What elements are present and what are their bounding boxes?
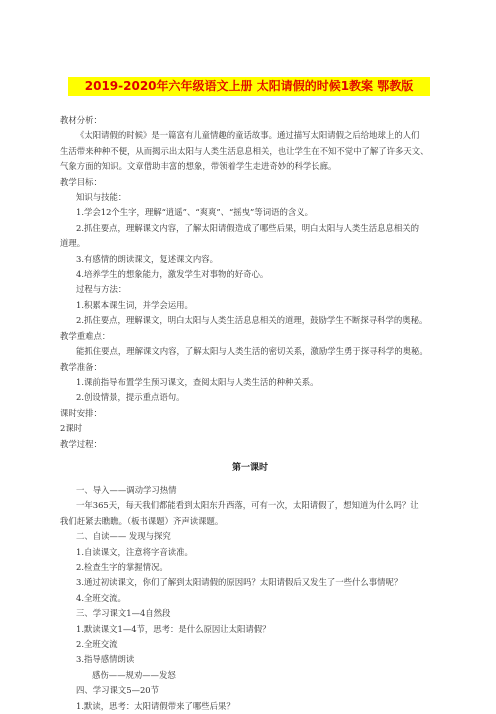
heading-key-points: 教学重难点： — [60, 330, 111, 341]
list-item: 感伤——规劝——发怒 — [92, 669, 176, 680]
list-item: 1.默读课文1—4节，思考：是什么原因让太阳请假？ — [76, 623, 271, 634]
list-item: 2.全班交流 — [76, 639, 118, 649]
list-item: 1.课前指导布置学生预习课文，查阅太阳与人类生活的种种关系。 — [76, 376, 319, 387]
paragraph-line: 能抓住要点，理解课文内容，了解太阳与人类生活的密切关系，激励学生勇于探寻科学的奥秘。 — [76, 346, 428, 357]
list-item: 4.全班交流。 — [76, 592, 126, 603]
paragraph-line: 生活带来种种不便，从而揭示出太阳与人类生活息息相关，也让学生在不知不觉中了解了许多天文、 — [60, 145, 429, 156]
subheading: 知识与技能： — [76, 192, 127, 203]
list-item: 1.自读课文，注意将字音读准。 — [76, 546, 193, 557]
paragraph-line: 气象方面的知识。文章借助丰富的想象，带领着学生走进奇妙的科学长廊。 — [60, 161, 337, 172]
heading-analysis: 教材分析： — [60, 115, 102, 125]
heading-preparation: 教学准备： — [60, 361, 102, 372]
step-heading: 四、学习课文5—20节 — [76, 685, 159, 696]
list-item: 1.积累本课生词，并学会运用。 — [76, 299, 193, 310]
section-title: 第一课时 — [231, 462, 268, 473]
paragraph-line: 2课时 — [60, 423, 83, 434]
list-item: 3.通过初读课文，你们了解到太阳请假的原因吗？太阳请假后又发生了一些什么事情呢？ — [76, 577, 403, 588]
list-item: 1.学会12个生字，理解“逍遥”、“爽爽”、“摇曳”等词语的含义。 — [76, 207, 313, 218]
subheading: 过程与方法： — [76, 284, 127, 295]
paragraph-line: 《太阳请假的时候》是一篇富有儿童情趣的童话故事。通过描写太阳请假之后给地球上的人们 — [76, 130, 420, 141]
list-item: 4.培养学生的想象能力，激发学生对事物的好奇心。 — [76, 269, 269, 280]
document-body — [60, 113, 440, 714]
heading-process: 教学过程： — [60, 438, 102, 449]
list-item: 1.默读，思考：太阳请假带来了哪些后果？ — [76, 700, 235, 711]
list-item: 2.抓住要点，理解课文内容，了解太阳请假造成了哪些后果，明白太阳与人类生活息息相关的 — [76, 222, 419, 233]
list-item: 2.检查生字的掌握情况。 — [76, 561, 168, 572]
list-item: 2.创设情景，提示重点语句。 — [76, 392, 185, 403]
step-heading: 一、导入——调动学习热情 — [76, 484, 177, 495]
list-item: 3.有感情的朗读课文，复述课文内容。 — [76, 253, 218, 264]
step-heading: 二、自读—— 发现与探究 — [76, 531, 171, 542]
heading-objectives: 教学目标： — [60, 176, 102, 187]
document-title: 2019-2020年六年级语文上册 太阳请假的时候1教案 鄂教版 — [68, 77, 430, 96]
heading-schedule: 课时安排： — [60, 407, 102, 418]
list-item: 3.指导感情朗读 — [76, 654, 135, 665]
step-heading: 三、学习课文1—4自然段 — [76, 608, 171, 619]
paragraph-line: 我们赶紧去瞧瞧。（板书课题）齐声读课题。 — [60, 515, 224, 526]
list-item: 2.抓住要点，理解课文，明白太阳与人类生活息息相关的道理，鼓励学生不断探寻科学的奥秘。 — [76, 315, 428, 326]
paragraph-line: 一年365天，每天我们都能看到太阳东升西落，可有一次，太阳请假了，想知道为什么吗？让 — [76, 500, 419, 511]
list-item-continuation: 道理。 — [60, 238, 86, 249]
